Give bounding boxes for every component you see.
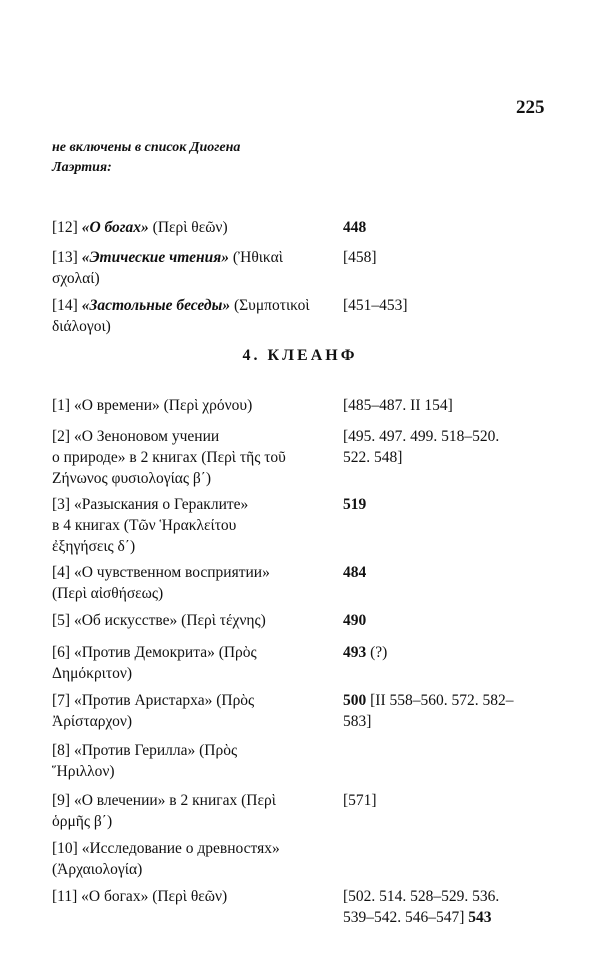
entry-title-line: «Разыскания о Гераклите» xyxy=(73,496,249,513)
entry-number: [10] xyxy=(52,840,78,857)
entry-reference xyxy=(343,886,543,928)
entry-title-line: в 4 книгах (Τῶν Ἡρακλείτου xyxy=(52,517,237,534)
page-number: 225 xyxy=(516,97,545,118)
entry-number: [9] xyxy=(52,792,71,809)
entry-title-line: «О Зеноновом учении xyxy=(73,428,220,445)
entry-title-greek-cont: διάλογοι) xyxy=(52,318,111,335)
entry-title xyxy=(52,740,322,782)
entry-title xyxy=(52,886,322,907)
entry-title-greek-cont: σχολαί) xyxy=(52,270,100,287)
entry-title xyxy=(52,838,342,880)
entry-title-line: (Ἀρχαιολογία) xyxy=(52,861,143,878)
entry-number: [14] xyxy=(52,297,78,314)
reference-line: 522. 548] xyxy=(343,449,403,466)
entry-title-line: ὁρμῆς β΄) xyxy=(52,813,113,830)
reference-line: [II 558–560. 572. 582– xyxy=(366,692,514,709)
entry-reference: 490 xyxy=(343,612,367,629)
entry-reference: 484 xyxy=(343,564,367,581)
entry-title-line: «Против Герилла» (Πρὸς xyxy=(73,742,238,759)
reference-line: 583] xyxy=(343,713,372,730)
entry-reference: [451–453] xyxy=(343,297,408,314)
entry-number: [11] xyxy=(52,888,78,905)
entry-title-line: Ζήνωνος φυσιολογίας β΄) xyxy=(52,470,212,487)
entry-title xyxy=(52,562,322,604)
entry-title xyxy=(52,610,322,631)
entry-title-greek: (Συμποτικοὶ xyxy=(234,297,310,314)
entry-reference: 519 xyxy=(343,496,367,513)
entry-reference: 448 xyxy=(343,219,367,236)
entry-title-line: Ἥριλλον) xyxy=(52,763,115,780)
entry-title xyxy=(52,247,322,289)
entry-number: [12] xyxy=(52,219,78,236)
entry-number: [1] xyxy=(52,397,71,414)
entry-title-ru: «О богах» xyxy=(81,219,149,236)
intro-line-2: Лаэртия: xyxy=(52,160,112,175)
entry-reference: [571] xyxy=(343,792,377,809)
entry-title-line: «Исследование о древностях» xyxy=(81,840,280,857)
entry-title-line: ἐξηγήσεις δ΄) xyxy=(52,538,136,555)
entry-title xyxy=(52,494,322,557)
entry-title xyxy=(52,295,322,337)
entry-number: [2] xyxy=(52,428,71,445)
entry-title-line: «Против Аристарха» (Πρὸς xyxy=(73,692,255,709)
entry-title-ru: «Застольные беседы» xyxy=(81,297,231,314)
reference-line: 539–542. 546–547] xyxy=(343,909,469,926)
entry-number: [4] xyxy=(52,564,71,581)
entry-reference: [485–487. II 154] xyxy=(343,397,453,414)
entry-title-line: «О богах» (Περὶ θεῶν) xyxy=(81,888,228,905)
entry-reference xyxy=(343,426,543,468)
entry-title xyxy=(52,790,322,832)
entry-number: [3] xyxy=(52,496,71,513)
reference-note: (?) xyxy=(366,644,388,661)
reference-bold: 543 xyxy=(468,909,492,926)
reference-line: [502. 514. 528–529. 536. xyxy=(343,888,500,905)
section-heading: 4. КЛЕАНФ xyxy=(242,347,358,364)
entry-number: [13] xyxy=(52,249,78,266)
intro-text xyxy=(52,138,312,178)
entry-reference xyxy=(343,690,543,732)
entry-title-line: «О чувственном восприятии» xyxy=(73,564,270,581)
entry-title-ru: «Этические чтения» xyxy=(81,249,229,266)
entry-title xyxy=(52,690,322,732)
entry-number: [6] xyxy=(52,644,71,661)
entry-reference: [458] xyxy=(343,249,377,266)
entry-title xyxy=(52,426,322,489)
entry-reference xyxy=(343,642,543,663)
intro-line-1: не включены в список Диогена xyxy=(52,140,241,155)
entry-title xyxy=(52,642,322,684)
entry-title xyxy=(52,395,322,416)
entry-title-line: Ἀρίσταρχον) xyxy=(52,713,132,730)
entry-title-line: «Об искусстве» (Περὶ τέχνης) xyxy=(73,612,266,629)
entry-number: [5] xyxy=(52,612,71,629)
entry-title-line: «О влечении» в 2 книгах (Περὶ xyxy=(73,792,276,809)
reference-bold: 500 xyxy=(343,692,367,709)
reference-line: [495. 497. 499. 518–520. xyxy=(343,428,500,445)
entry-title-line: «О времени» (Περὶ χρόνου) xyxy=(73,397,253,414)
entry-title-line: (Περὶ αἰσθήσεως) xyxy=(52,585,164,602)
entry-title-greek: (Περὶ θεῶν) xyxy=(152,219,228,236)
entry-title xyxy=(52,217,322,238)
entry-title-line: о природе» в 2 книгах (Περὶ τῆς τοῦ xyxy=(52,449,286,466)
reference-bold: 493 xyxy=(343,644,367,661)
entry-number: [8] xyxy=(52,742,71,759)
entry-number: [7] xyxy=(52,692,71,709)
entry-title-line: Δημόκριτον) xyxy=(52,665,132,682)
entry-title-greek: (Ἠθικαὶ xyxy=(232,249,283,266)
entry-title-line: «Против Демокрита» (Πρὸς xyxy=(73,644,257,661)
